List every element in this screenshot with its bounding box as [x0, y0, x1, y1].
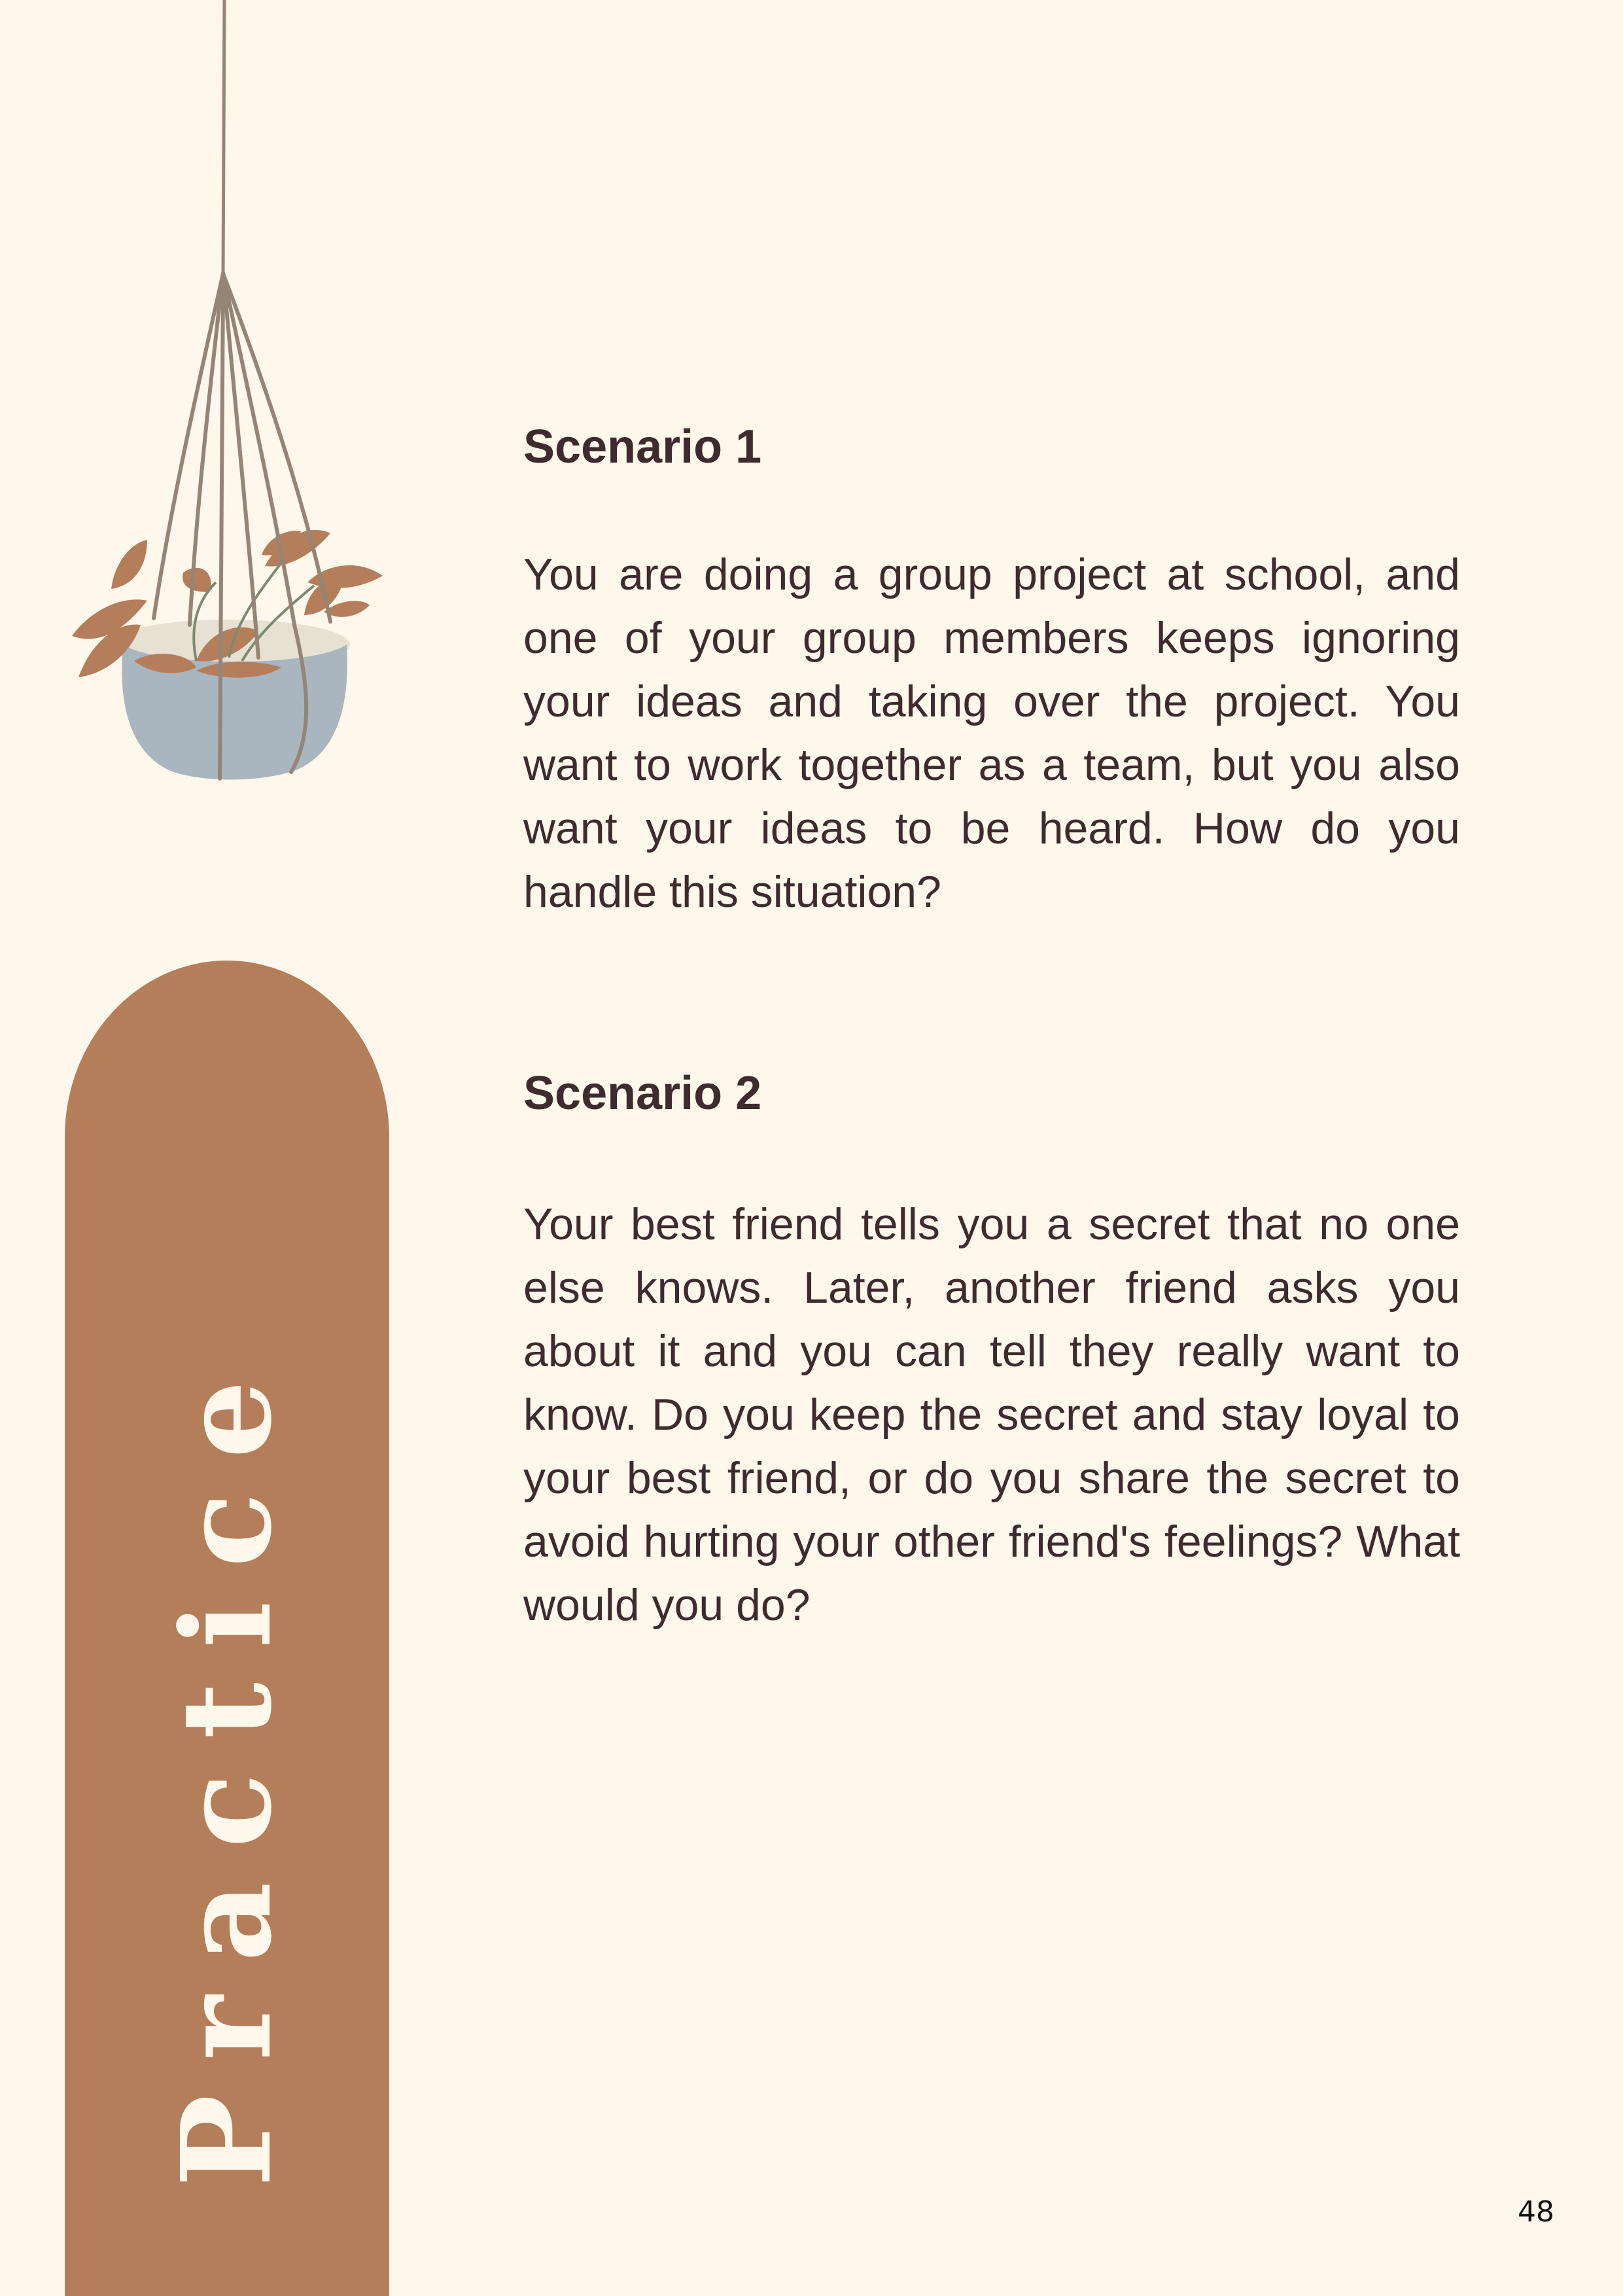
page-number: 48 — [1518, 2195, 1554, 2229]
scenario-2-title: Scenario 2 — [523, 1067, 762, 1120]
scenario-1-title: Scenario 1 — [523, 421, 762, 473]
hanging-plant-icon — [0, 0, 458, 818]
practice-label: Practice — [154, 1346, 299, 2187]
scenario-2-text: Your best friend tells you a secret that no one else knows. Later, another friend asks you about it and you can tell they really want to know. Do you keep the secret and stay loyal to your best friend, or do you share the secret to avoid hurting your other friend's feelings? What would you do? — [523, 1199, 1460, 1630]
scenario-1-text: You are doing a group project at school, and one of your group members keeps ignoring your ideas and taking over the project. You want to work together as a team, but you also want your ideas to be heard. How do you handle this situation? — [523, 550, 1460, 917]
